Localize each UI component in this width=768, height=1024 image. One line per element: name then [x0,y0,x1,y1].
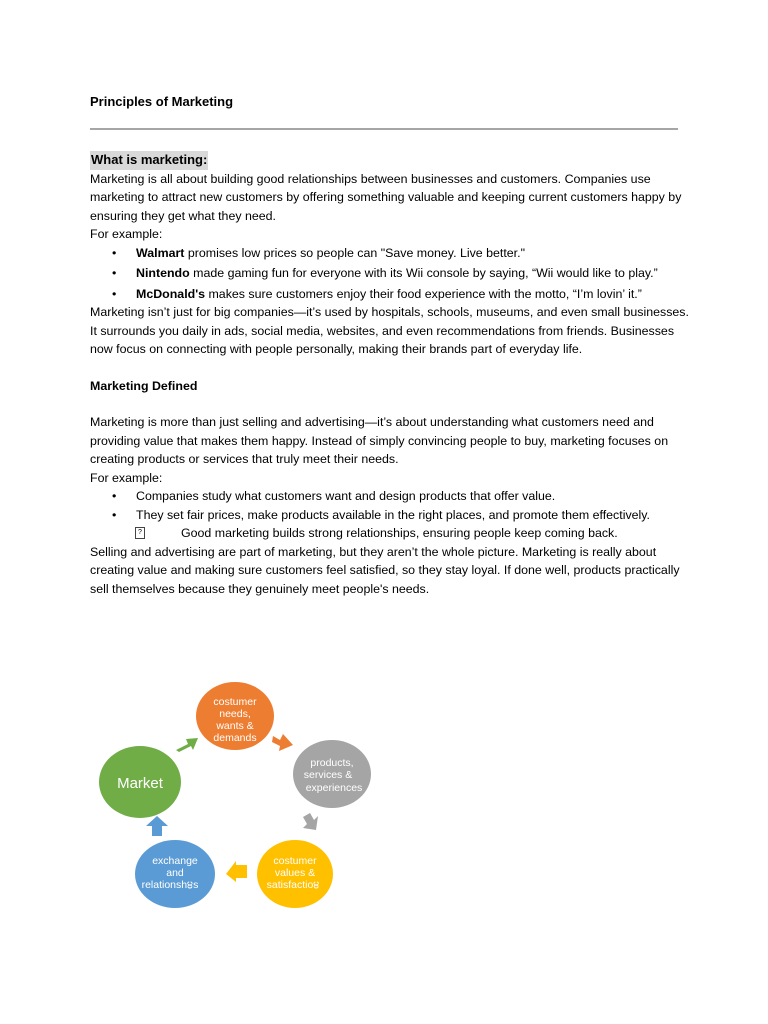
node-line: demands [213,732,257,744]
node-line: costumer [273,855,317,867]
arrow-exchange-to-market [146,816,168,836]
cycle-arrow-icon [226,861,247,882]
list-item [90,264,690,283]
document-body [90,151,690,598]
node-line: values & [274,867,316,879]
node-line: relationsh੪s [141,879,199,891]
glitch-glyph-icon: ੪ [187,879,194,891]
paragraph-intro: Marketing is all about building good relationships between businesses and customers. Companies use marketing to attract new customers by offering something valuable and keeping current customers happy by ensuring they get what they need. [90,171,682,223]
glitch-glyph-icon: ੪ [313,879,320,891]
node-exchange-relationships [135,840,215,908]
diagram-svg [90,670,390,920]
example-text: made gaming fun for everyone with its Wii console by saying, “Wii would like to play.” [189,266,658,280]
node-line-text: relationsh [141,879,188,891]
example-text: makes sure customers enjoy their food experience with the motto, “I’m lovin’ it.” [205,286,642,301]
defined-list [90,487,690,524]
document-title: Principles of Marketing [90,94,234,109]
node-line: needs, [219,708,251,720]
list-item [90,506,690,525]
node-line: costumer [213,696,257,708]
arrow-products-to-values [303,813,318,830]
bullet-icon: • [112,489,117,503]
cycle-arrow-icon [303,813,318,830]
node-line: products, [310,757,354,769]
brand-name: Nintendo [136,266,190,280]
bullet-icon: • [112,507,117,522]
list-item [90,244,690,263]
node-line [267,879,320,891]
bullet-icon: • [112,286,117,301]
example-text: promises low prices so people can "Save money. Live better." [184,245,525,260]
bullet-icon: • [112,266,117,280]
for-example-label: For example: [90,227,163,241]
list-item [90,285,690,304]
brand-name: Walmart [136,245,185,260]
sub-bullet-text: Good marketing builds strong relationships, ensuring people keep coming back. [181,526,618,540]
bullet-icon: • [112,245,117,260]
bullet-text: Companies study what customers want and design products that offer value. [136,489,556,503]
heading-what-is-marketing: What is marketing: [90,151,208,170]
cycle-arrow-icon [272,734,293,751]
heading-marketing-defined: Marketing Defined [90,378,198,393]
cycle-arrow-icon [146,816,168,836]
arrow-needs-to-products [272,734,293,751]
missing-glyph-icon: ? [135,527,145,539]
node-customer-needs [196,682,274,750]
list-item [90,487,690,506]
brand-name: McDonald's [136,286,206,301]
for-example-label: For example: [90,470,163,485]
examples-list [90,244,690,304]
cycle-arrow-icon [176,738,198,752]
title-divider [90,128,678,130]
paragraph-closing: Marketing isn’t just for big companies—it’s used by hospitals, schools, museums, and even small businesses. It surrounds you daily in ads, social media, websites, and even recommendations from friends. Businesses now focus on connecting with people personally, making their brands part of everyday life. [90,305,689,356]
node-line: experiences [305,782,363,794]
arrow-market-to-needs [176,738,198,752]
node-products-services [293,740,371,808]
sub-bullet-item [90,524,690,543]
bullet-text: They set fair prices, make products available in the right places, and promote them effectively. [136,507,651,522]
node-line: services & [303,769,353,781]
node-line: wants & [216,720,254,732]
node-line: exchange [152,855,198,867]
section-heading-what-is-marketing [90,151,690,170]
node-market-label: Market [117,775,163,792]
paragraph-defined-closing: Selling and advertising are part of marketing, but they aren’t the whole picture. Marketing is really about creating value and making sure customers feel satisfied, so they stay loyal. If done well, products practically sell themselves because they genuinely meet people's needs. [90,544,680,596]
section-heading-marketing-defined [90,377,690,396]
node-market [99,746,181,818]
node-line-text: satisfactio [266,879,314,891]
node-line: and [166,867,184,879]
paragraph-defined-intro: Marketing is more than just selling and advertising—it’s about understanding what customers need and providing value that makes them happy. Instead of simply convincing people to buy, marketing focuses on creating products or services that truly meet their needs. [90,415,669,466]
node-customer-values [257,840,333,908]
marketing-process-diagram [90,670,390,920]
arrow-values-to-exchange [226,861,247,882]
